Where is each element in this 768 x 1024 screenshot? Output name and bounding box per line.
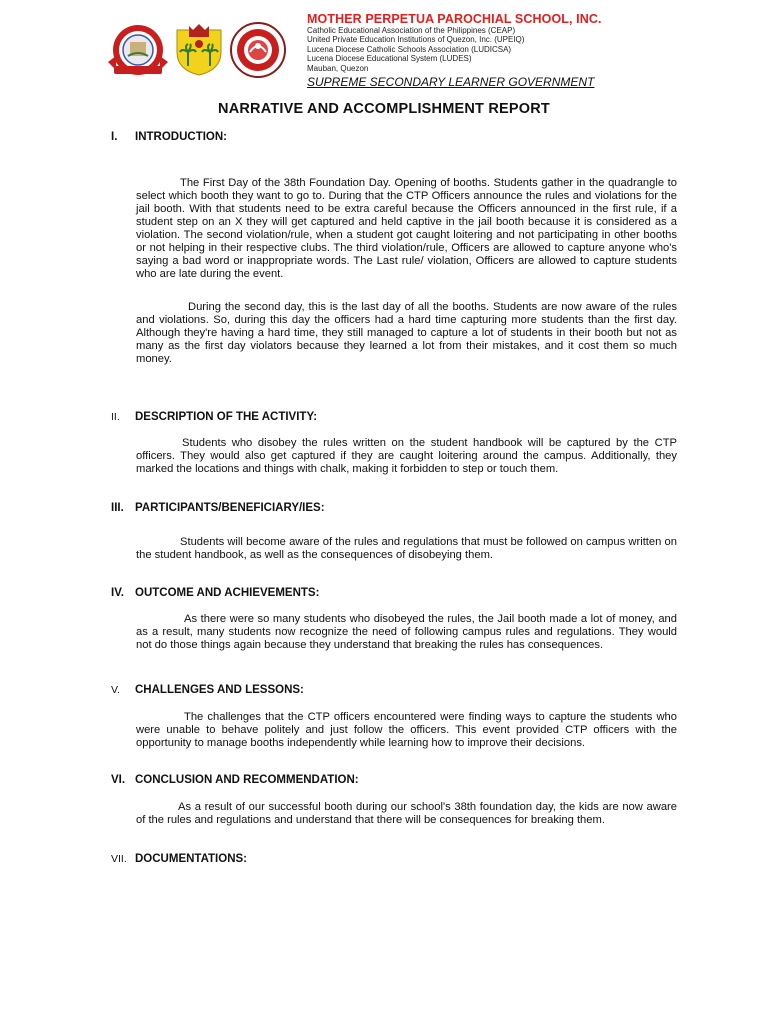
affiliation-line: United Private Education Institutions of Quezon, Inc. (UPEIQ) (307, 35, 525, 45)
section-paragraph: Students will become aware of the rules and regulations that must be followed on campus written on the student handbook, as well as the consequences of disobeying them. (136, 536, 677, 561)
school-block (307, 12, 747, 73)
section-heading (111, 131, 227, 143)
affiliation-line: Catholic Educational Association of the Philippines (CEAP) (307, 26, 516, 35)
section-paragraph: During the second day, this is the last day of all the booths. Students are now aware of the rules and violations. So, during this day the officers had a hard time capturing more students than the first day. Although they're having a hard time, they still managed to capture a lot of students in their booth but not as many as the first day violators because they learned a lot from their mistakes, and it cost them so much money. (136, 301, 677, 365)
school-name: MOTHER PERPETUA PAROCHIAL SCHOOL, INC. (307, 12, 602, 26)
municipal-seal-logo (174, 22, 224, 76)
section-paragraph: As there were so many students who disobeyed the rules, the Jail booth made a lot of money, and as a result, many students now recognize the need of following campus rules and regulations. They would not do those things again because they understand that breaking the rules has consequences. (136, 613, 677, 651)
section-heading (111, 587, 319, 599)
section-number: I. (111, 131, 118, 143)
section-number: III. (111, 502, 124, 514)
section-number: V. (111, 684, 120, 696)
section-heading (111, 502, 325, 514)
section-heading (111, 684, 304, 696)
section-number: II. (111, 411, 120, 423)
section-title: CONCLUSION AND RECOMMENDATION: (135, 774, 359, 786)
sslg-seal-logo (230, 22, 286, 78)
section-title: INTRODUCTION: (135, 131, 227, 143)
affiliation-line: Lucena Diocese Educational System (LUDES) (307, 54, 472, 64)
address-line: Mauban, Quezon (307, 63, 369, 73)
section-number: IV. (111, 587, 125, 599)
section-paragraph: The First Day of the 38th Foundation Day. Opening of booths. Students gather in the quadrangle to select which booth they want to go to. During that the CTP Officers announce the rules and violations for the jail booth. With that students need to be extra careful because the Officers announced in the first rule, if a student step on an X they will get captured and held captive in the jail booth because it is considered as a violation. The second violation/rule, when a student got caught loitering and not participating in other booths or not helping in their respective clubs. The third violation/rule, Officers are allowed to capture anyone who's saying a bad word or inappropriate words. The Last rule/ violation, Officers are allowed to capture students who are late during the event. (136, 177, 677, 280)
section-number: VII. (111, 853, 127, 865)
section-heading (111, 411, 317, 423)
section-heading (111, 853, 247, 865)
section-title: DESCRIPTION OF THE ACTIVITY: (135, 411, 318, 423)
report-title: NARRATIVE AND ACCOMPLISHMENT REPORT (218, 101, 550, 117)
section-heading (111, 774, 359, 786)
section-paragraph: The challenges that the CTP officers encountered were finding ways to capture the students who were unable to behave politely and just follow the officers. This event provided CTP officers with the opportunity to manage booths independently while learning how to improve their decisions. (136, 711, 677, 749)
section-title: CHALLENGES AND LESSONS: (135, 684, 304, 696)
organization-name: SUPREME SECONDARY LEARNER GOVERNMENT (307, 75, 595, 89)
affiliation-line: Lucena Diocese Catholic Schools Association (LUDICSA) (307, 44, 512, 54)
school-seal-logo (106, 22, 170, 78)
section-title: PARTICIPANTS/BENEFICIARY/IES: (135, 502, 325, 514)
section-title: OUTCOME AND ACHIEVEMENTS: (135, 587, 320, 599)
section-paragraph: As a result of our successful booth during our school's 38th foundation day, the kids are now aware of the rules and regulations and understand that there will be consequences for breaking them. (136, 801, 677, 826)
section-paragraph: Students who disobey the rules written on the student handbook will be captured by the CTP officers. They would also get captured if they are caught loitering around the campus. Additionally, they marked the locations and things with chalk, making it forbidden to step or touch them. (136, 437, 677, 475)
section-number: VI. (111, 774, 126, 786)
section-title: DOCUMENTATIONS: (135, 853, 248, 865)
